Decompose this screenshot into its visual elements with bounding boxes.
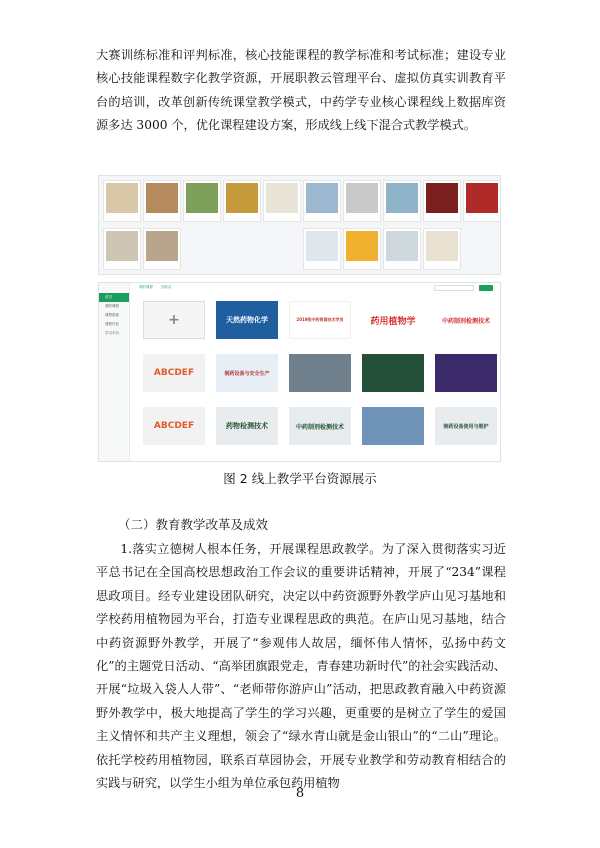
course-card[interactable] <box>289 407 351 453</box>
course-cover <box>362 407 424 445</box>
resource-image <box>426 231 458 261</box>
sidebar-item[interactable]: 课程作业 <box>105 322 119 326</box>
course-card[interactable] <box>143 354 205 400</box>
sidebar-item[interactable]: 我的课程 <box>105 304 119 308</box>
resource-image <box>106 183 138 213</box>
resource-name <box>146 264 178 268</box>
course-cover: 天然药物化学 <box>216 301 278 339</box>
course-card[interactable] <box>362 301 424 347</box>
course-cover <box>289 354 351 392</box>
course-card[interactable] <box>216 354 278 400</box>
resource-thumbnail[interactable] <box>143 180 181 222</box>
course-card[interactable] <box>362 354 424 400</box>
course-name <box>143 446 205 452</box>
course-name <box>362 393 424 399</box>
course-card[interactable] <box>435 301 497 347</box>
course-name <box>216 446 278 452</box>
page-number: 8 <box>295 786 305 801</box>
resource-thumbnail[interactable] <box>463 180 501 222</box>
course-card[interactable] <box>435 407 497 453</box>
resource-thumbnail[interactable] <box>423 228 461 270</box>
lms-tabs <box>139 285 172 290</box>
search-input[interactable] <box>434 285 474 291</box>
resource-thumbnail[interactable] <box>383 180 421 222</box>
resource-thumbnail[interactable] <box>303 180 341 222</box>
resource-name <box>306 264 338 268</box>
resource-image <box>386 183 418 213</box>
course-name <box>216 340 278 346</box>
sidebar-item[interactable]: 学习平台 <box>105 331 119 335</box>
resource-name <box>266 216 298 220</box>
course-card[interactable] <box>289 354 351 400</box>
resource-name <box>186 216 218 220</box>
course-name <box>216 393 278 399</box>
course-cover: 制药设备与安全生产 <box>216 354 278 392</box>
intro-paragraph: 大赛训练标准和评判标准，核心技能课程的教学标准和考试标准；建设专业核心技能课程数字化教学资源，开展职教云管理平台、虚拟仿真实训教育平台的培训，改革创新传统课堂教学模式，中药学专业核心课程线上数据库资源多达 3000 个，优化课程建设方案，形成线上线下混合式教学模式。 <box>96 48 506 133</box>
resource-name <box>426 264 458 268</box>
resource-image <box>146 183 178 213</box>
resource-image <box>346 231 378 261</box>
course-name <box>362 446 424 452</box>
resource-image <box>266 183 298 213</box>
resource-library-screenshot <box>98 175 501 275</box>
resource-image <box>226 183 258 213</box>
course-cover: 中药制剂检测技术 <box>289 407 351 445</box>
resource-image <box>306 183 338 213</box>
resource-thumbnail[interactable] <box>423 180 461 222</box>
resource-name <box>346 216 378 220</box>
resource-image <box>106 231 138 261</box>
course-name <box>435 393 497 399</box>
resource-name <box>106 264 138 268</box>
course-card[interactable] <box>435 354 497 400</box>
resource-name <box>466 216 498 220</box>
course-name <box>289 393 351 399</box>
resource-name <box>106 216 138 220</box>
resource-thumbnail[interactable] <box>383 228 421 270</box>
course-name <box>435 446 497 452</box>
course-card[interactable] <box>362 407 424 453</box>
resource-image <box>346 183 378 213</box>
resource-name <box>146 216 178 220</box>
course-cover: 中药制剂检测技术 <box>435 301 497 339</box>
course-card[interactable] <box>216 301 278 347</box>
course-cover: 制药设备使用与维护 <box>435 407 497 445</box>
body-paragraph: 1.落实立德树人根本任务，开展课程思政教学。为了深入贯彻落实习近平总书记在全国高校思想政治工作会议的重要讲话精神，开展了“234”课程思政项目。经专业建设团队研究，决定以中药资源野外教学庐山见习基地和学校药用植物园为平台，打造专业课程思政的典范。在庐山见习基地，结合中药资源野外教学，开展了“参观伟人故居，缅怀伟人情怀，弘扬中药文化”的主题党日活动、“高举团旗跟党走，青春建功新时代”的社会实践活动、开展“垃圾入袋人人带”、“老师带你游庐山”活动，把思政教育融入中药资源野外教学中，极大地提高了学生的学习兴趣，更重要的是树立了学生的爱国主义情怀和共产主义理想，领会了“绿水青山就是金山银山”的“二山”理论。依托学校药用植物园，联系百草园协会，开展专业教学和劳动教育相结合的实践与研究，以学生小组为单位承包药用植物 <box>96 542 506 791</box>
course-cover: ABCDEF <box>143 407 205 445</box>
sidebar-item[interactable]: 首页 <box>99 293 129 302</box>
course-name <box>362 340 424 346</box>
resource-image <box>186 183 218 213</box>
resource-thumbnail[interactable] <box>103 180 141 222</box>
lms-screenshot <box>98 282 501 462</box>
tab-recycle[interactable]: 回收站 <box>161 285 172 289</box>
resource-thumbnail[interactable] <box>263 180 301 222</box>
resource-thumbnail[interactable] <box>343 228 381 270</box>
course-name <box>435 340 497 346</box>
course-card[interactable] <box>216 407 278 453</box>
course-card[interactable] <box>143 407 205 453</box>
resource-thumbnail[interactable] <box>103 228 141 270</box>
course-cover: 药用植物学 <box>362 301 424 339</box>
resource-image <box>466 183 498 213</box>
resource-thumbnail[interactable] <box>183 180 221 222</box>
course-cover <box>362 354 424 392</box>
resource-image <box>306 231 338 261</box>
resource-image <box>386 231 418 261</box>
lms-sidebar <box>99 283 130 462</box>
resource-name <box>226 216 258 220</box>
course-card[interactable] <box>289 301 351 347</box>
resource-name <box>386 216 418 220</box>
search-button[interactable] <box>479 285 493 291</box>
tab-my-courses[interactable]: 我的课程 <box>139 285 153 289</box>
course-cover: + <box>143 301 205 339</box>
resource-name <box>346 264 378 268</box>
course-cover: 药物检测技术 <box>216 407 278 445</box>
resource-name <box>386 264 418 268</box>
course-card[interactable] <box>143 301 205 347</box>
resource-image <box>426 183 458 213</box>
resource-thumbnail[interactable] <box>223 180 261 222</box>
resource-name <box>426 216 458 220</box>
resource-thumbnail[interactable] <box>303 228 341 270</box>
resource-thumbnail[interactable] <box>143 228 181 270</box>
section-heading: （二）教育教学改革及成效 <box>118 517 269 532</box>
course-cover: 2019级中药资源技术学员 <box>289 301 351 339</box>
course-name <box>289 446 351 452</box>
resource-name <box>306 216 338 220</box>
sidebar-item[interactable]: 课程资源 <box>105 313 119 317</box>
course-name <box>143 340 205 346</box>
resource-thumbnail[interactable] <box>343 180 381 222</box>
course-name <box>143 393 205 399</box>
resource-image <box>146 231 178 261</box>
figure-caption: 图 2 线上教学平台资源展示 <box>223 471 377 486</box>
course-name <box>289 340 351 346</box>
course-cover <box>435 354 497 392</box>
course-cover: ABCDEF <box>143 354 205 392</box>
